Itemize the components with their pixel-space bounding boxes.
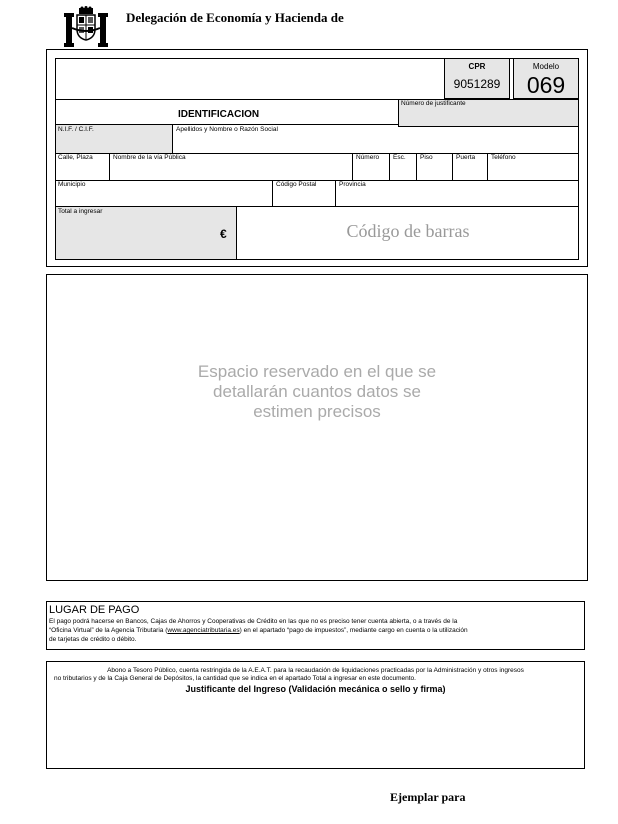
apellidos-field[interactable]	[173, 134, 578, 152]
divider	[335, 180, 336, 206]
nif-label: N.I.F. / C.I.F.	[58, 126, 94, 133]
lugar-title: LUGAR DE PAGO	[49, 604, 140, 616]
reserved-text: Espacio reservado en el que se detallarán cuantos datos se estimen precisos	[197, 362, 437, 421]
barcode-placeholder: Código de barras	[346, 221, 470, 241]
esc-label: Esc.	[393, 154, 406, 161]
divider	[352, 153, 353, 180]
calle-label: Calle, Plaza	[58, 154, 93, 161]
divider	[416, 153, 417, 180]
lugar-line1: El pago podrá hacerse en Bancos, Cajas de Ahorros y Cooperativas de Crédito en las que no es preciso tener cuenta abierta, o a través de la	[49, 618, 458, 625]
lugar-line3: de tarjetas de crédito o débito.	[49, 636, 137, 643]
lugar-line2-a: “Oficina Virtual” de la Agencia Tributaria (	[49, 627, 168, 634]
divider	[487, 153, 488, 180]
numero-label: Número	[356, 154, 380, 161]
modelo-value: 069	[526, 72, 566, 98]
nombre-via-label: Nombre de la vía Pública	[113, 154, 186, 161]
divider	[55, 180, 579, 181]
abono-line1: Abono a Tesoro Público, cuenta restringida de la A.E.A.T. para la recaudación de liquidaciones practicadas por la Administración y otros ingresos	[107, 667, 524, 674]
abono-line2: no tributarios y de la Caja General de Depósitos, la cantidad que se indica en el apartado Total a ingresar en este documento.	[54, 675, 416, 682]
cpr-label: CPR	[468, 62, 486, 71]
puerta-label: Puerta	[456, 154, 476, 161]
euro-symbol: €	[220, 227, 227, 241]
telefono-label: Teléfono	[491, 154, 516, 161]
abono-title: Justificante del Ingreso (Validación mecánica o sello y firma)	[185, 684, 446, 694]
lugar-line2	[49, 627, 468, 634]
codigo-postal-label: Código Postal	[276, 181, 317, 188]
reserved-space	[46, 274, 588, 581]
municipio-label: Municipio	[58, 181, 86, 188]
divider	[109, 153, 110, 180]
apellidos-label: Apellidos y Nombre o Razón Social	[176, 126, 278, 133]
modelo-label: Modelo	[532, 62, 560, 71]
divider	[389, 153, 390, 180]
header-title: Delegación de Economía y Hacienda de	[126, 10, 344, 25]
identificacion-title: IDENTIFICACION	[178, 109, 260, 120]
total-label: Total a ingresar	[58, 208, 103, 215]
divider	[452, 153, 453, 180]
ejemplar-para: Ejemplar para	[390, 790, 466, 804]
coat-of-arms-icon	[63, 6, 109, 48]
divider	[272, 180, 273, 206]
agencia-link[interactable]: www.agenciatributaria.es	[167, 627, 240, 634]
cpr-value: 9051289	[453, 77, 501, 91]
provincia-label: Provincia	[339, 181, 366, 188]
numero-justificante-label: Número de justificante	[401, 100, 466, 107]
piso-label: Piso	[420, 154, 433, 161]
lugar-line2-b: ) en el apartado “pago de impuestos”, mediante cargo en cuenta o la utilización	[239, 627, 468, 634]
